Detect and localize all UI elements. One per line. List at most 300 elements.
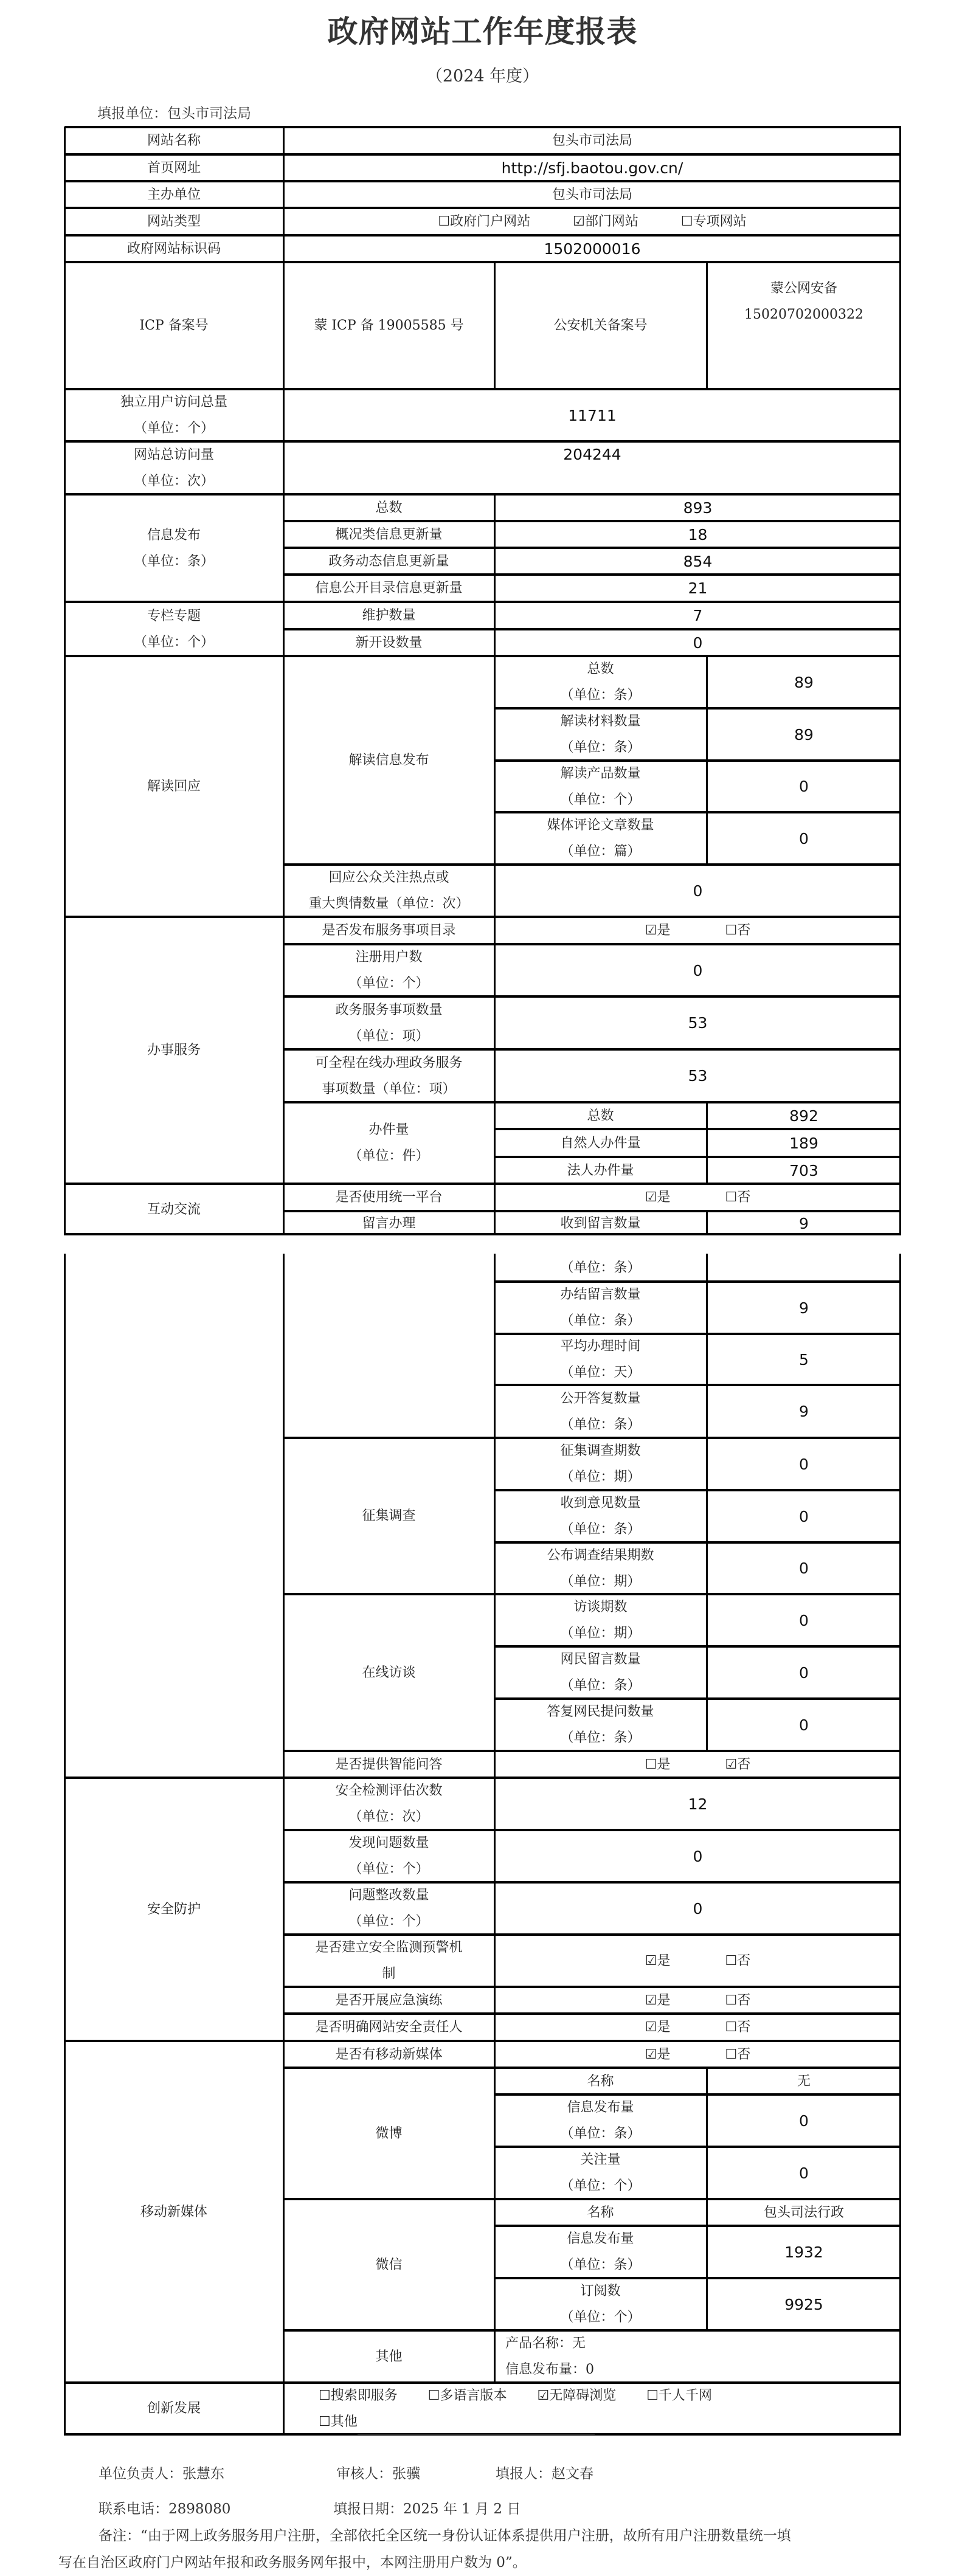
service-cases-label-text: （单位：件） [348,1148,429,1164]
column-new-label [283,629,494,656]
wechat-posts-label-text: 信息发布量 [567,2231,634,2246]
unified-platform-label [283,1184,494,1211]
interview-messages-label [494,1646,707,1699]
message-handling-label-text: 留言办理 [362,1215,416,1231]
security-tests-value [494,1778,901,1830]
wechat-subs-value [707,2278,901,2330]
info-catalog-label-text: 信息公开目录信息更新量 [315,581,463,596]
interpret-total-label-text: （单位：条） [560,688,641,703]
response-value [494,865,901,917]
wechat-posts-value-text: 1932 [784,2243,823,2261]
avg-time-label [494,1334,707,1385]
service-items-label-text: （单位：项） [348,1028,429,1044]
innovation-label-text: 创新发展 [147,2401,201,2416]
smart-qa-label-text: 是否提供智能问答 [335,1756,443,1772]
service-online-value [494,1049,901,1102]
service-cases-person-value-text: 189 [789,1134,818,1152]
checkbox-group [645,2042,751,2068]
survey-opinions-label-text: （单位：条） [560,1522,641,1537]
interview-answers-label-text: （单位：条） [560,1730,641,1746]
weibo-followers-value-text: 0 [799,2164,809,2182]
smart-qa-label [283,1751,494,1778]
other-media-value-text: 信息发布量：0 [505,2362,594,2377]
weibo-name-value [707,2068,901,2094]
service-items-label [283,996,494,1049]
service-items-value [494,996,901,1049]
checkbox-label: 是 [657,1190,671,1205]
checkbox-option[interactable] [645,917,671,944]
survey-opinions-label [494,1490,707,1542]
other-media-value [494,2330,901,2383]
checkbox-option[interactable] [428,2383,507,2409]
site-code-label [64,235,283,262]
checkbox-checked-icon[interactable]: ☑ [537,2388,550,2403]
weibo-posts-label [494,2094,707,2147]
checkbox-option[interactable] [725,1987,751,2014]
interpret-pub-label-text: 解读信息发布 [348,753,429,768]
service-cases-legal-label [494,1157,707,1184]
public-reply-value-text: 9 [799,1403,809,1420]
footer-line: 填报日期：2025 年 1 月 2 日 [333,2501,521,2517]
other-media-label-text: 其他 [375,2349,403,2364]
survey-results-value-text: 0 [799,1559,809,1577]
weibo-label-text: 微博 [375,2125,403,2141]
interpret-material-label [494,708,707,761]
wechat-posts-label [494,2226,707,2278]
service-online-label-text: 可全程在线办理政务服务 [315,1055,463,1071]
interpret-total-label-text: 总数 [587,661,614,677]
checkbox-group [645,1987,751,2014]
survey-issues-value [707,1438,901,1490]
checkbox-option[interactable] [319,2409,595,2435]
column-label-text: 专栏专题 [147,608,201,624]
security-tests-label [283,1778,494,1830]
checkbox-label: 否 [737,923,751,938]
site-code-value-text: 1502000016 [544,240,641,258]
security-monitor-value [494,1935,901,1987]
response-label [283,865,494,917]
service-users-label [283,944,494,996]
service-online-label-text: 事项数量（单位：项） [322,1081,456,1097]
weibo-followers-label [494,2147,707,2199]
info-news-value-text: 854 [683,552,713,570]
service-users-value-text: 0 [693,961,703,979]
messages-received-label [494,1211,707,1235]
report-year: （2024 年度） [426,67,539,86]
site-name-value [283,127,901,154]
checkbox-group [645,2014,751,2040]
info-total-label-text: 总数 [375,500,403,516]
interpret-media-value-text: 0 [799,829,809,848]
security-issues-value [494,1830,901,1882]
interview-issues-value [707,1594,901,1646]
interpret-material-value-text: 89 [794,725,814,744]
checkbox-option[interactable] [645,1948,671,1974]
sponsor-label-text: 主办单位 [147,187,201,202]
homepage-label-text: 首页网址 [147,160,201,176]
security-fixed-label-text: 问题整改数量 [348,1888,429,1903]
checkbox-unchecked-icon[interactable]: ☐ [427,2388,440,2403]
checkbox-group [645,917,751,944]
service-items-label-text: 政务服务事项数量 [335,1002,443,1018]
security-issues-label [283,1830,494,1882]
public-reply-label-text: 公开答复数量 [560,1390,641,1406]
survey-issues-label-text: （单位：期） [560,1469,641,1485]
info-overview-value [494,521,901,548]
uv-label [64,389,283,441]
innovation-value [283,2383,901,2434]
checkbox-label: 否 [737,2020,751,2035]
checkbox-checked-icon[interactable]: ☑ [725,1756,738,1772]
checkbox-unchecked-icon[interactable]: ☐ [725,1992,738,2008]
messages-done-label-text: （单位：条） [560,1313,641,1328]
service-label [64,917,283,1184]
avg-time-label-text: （单位：天） [560,1365,641,1380]
other-media-label [283,2330,494,2383]
checkbox-checked-icon[interactable]: ☑ [645,2020,657,2035]
security-owner-label [283,2014,494,2041]
response-label-text: 重大舆情数量（单位：次） [308,896,469,911]
wechat-name-label [494,2199,707,2226]
interpret-product-label-text: 解读产品数量 [560,765,641,781]
pv-label [64,441,283,494]
interview-issues-label-text: （单位：期） [560,1626,641,1641]
mobile-has-value [494,2041,901,2068]
interpret-product-value-text: 0 [799,778,809,795]
checkbox-option[interactable] [438,209,530,235]
checkbox-checked-icon[interactable]: ☑ [573,214,585,229]
checkbox-option[interactable] [645,2042,671,2068]
checkbox-label: 专项网站 [693,214,747,229]
weibo-name-label [494,2068,707,2094]
checkbox-option[interactable] [725,917,751,944]
checkbox-group [438,209,746,235]
service-cases-person-value [707,1129,901,1157]
avg-time-value-text: 5 [799,1350,809,1369]
interview-answers-value-text: 0 [799,1716,809,1734]
icp-value-text: 蒙 ICP 备 19005585 号 [314,318,464,333]
mobile-label [64,2041,283,2383]
security-issues-value-text: 0 [693,1847,703,1865]
messages-done-value-text: 9 [799,1299,809,1317]
uv-value-text: 11711 [568,406,617,424]
info-overview-label-text: 概况类信息更新量 [335,527,443,542]
checkbox-label: 否 [737,1953,751,1969]
site-code-value [283,235,901,262]
uv-label-text: （单位：个） [133,421,214,436]
site-name-value-text: 包头市司法局 [552,133,632,148]
site-type-value [283,208,901,235]
checkbox-unchecked-icon[interactable]: ☐ [319,2414,331,2429]
police-record-value-text: 15020702000322 [744,306,863,322]
interview-answers-label [494,1699,707,1751]
weibo-posts-value [707,2094,901,2147]
info-news-value [494,548,901,575]
homepage-value-text: http://sfj.baotou.gov.cn/ [501,159,683,177]
weibo-posts-label-text: 信息发布量 [567,2100,634,2115]
wechat-subs-label [494,2278,707,2330]
wechat-subs-label-text: 订阅数 [580,2284,621,2299]
messages-received-unit [494,1254,707,1282]
security-owner-label-text: 是否明确网站安全责任人 [315,2020,463,2035]
weibo-name-label-text: 名称 [587,2073,614,2089]
homepage-label [64,154,283,181]
security-fixed-label-text: （单位：个） [348,1914,429,1929]
column-maintain-label [283,602,494,629]
public-reply-label-text: （单位：条） [560,1417,641,1432]
interview-issues-label [494,1594,707,1646]
service-items-value-text: 53 [688,1014,708,1032]
info-catalog-value-text: 21 [688,579,708,597]
checkbox-unchecked-icon[interactable]: ☐ [725,1953,738,1969]
service-users-label-text: 注册用户数 [355,950,423,965]
checkbox-option[interactable] [319,2383,398,2409]
footer-line: 备注：“由于网上政务服务用户注册，全部依托全区统一身份认证体系提供用户注册，故所有用户注册数量统一填 [99,2528,791,2544]
security-tests-label-text: （单位：次） [348,1809,429,1825]
checkbox-label: 是 [657,1953,671,1969]
survey-results-value [707,1542,901,1594]
wechat-label-text: 微信 [375,2257,403,2273]
service-online-label [283,1049,494,1102]
survey-opinions-value-text: 0 [799,1507,809,1525]
interpret-product-label-text: （单位：个） [560,792,641,807]
security-drill-value [494,1987,901,2014]
info-total-label [283,494,494,521]
avg-time-value [707,1334,901,1385]
checkbox-label: 搜索即服务 [330,2388,398,2403]
checkbox-option[interactable] [645,1752,671,1778]
survey-opinions-label-text: 收到意见数量 [560,1496,641,1511]
interpret-total-label [494,656,707,708]
interpret-material-value [707,708,901,761]
interpret-media-label [494,812,707,865]
message-handling-label [283,1211,494,1235]
public-reply-value [707,1385,901,1438]
mobile-label-text: 移动新媒体 [140,2204,207,2220]
column-new-label-text: 新开设数量 [355,635,423,651]
checkbox-option[interactable] [645,1184,671,1210]
service-cases-person-label-text: 自然人办件量 [560,1135,641,1151]
interpret-media-label-text: 媒体评论文章数量 [547,818,654,833]
uv-value [283,389,901,441]
checkbox-label: 否 [737,2046,751,2062]
checkbox-option[interactable] [725,2042,751,2068]
weibo-followers-label-text: （单位：个） [560,2178,641,2194]
security-drill-label-text: 是否开展应急演练 [335,1992,443,2008]
interpret-product-value [707,761,901,812]
service-catalog-label-text: 是否发布服务事项目录 [322,923,456,938]
checkbox-checked-icon[interactable]: ☑ [645,1992,657,2008]
wechat-subs-value-text: 9925 [784,2295,823,2313]
site-code-label-text: 政府网站标识码 [126,241,221,257]
interpret-media-value [707,812,901,865]
homepage-value [283,154,901,181]
checkbox-option[interactable] [725,1184,751,1210]
weibo-name-value-text: 无 [797,2073,811,2089]
checkbox-option[interactable] [645,1987,671,2014]
checkbox-option[interactable] [681,209,747,235]
messages-received-label-text: 收到留言数量 [560,1215,641,1231]
interview-issues-value-text: 0 [799,1611,809,1629]
survey-issues-label [494,1438,707,1490]
wechat-label [283,2199,494,2330]
security-monitor-label-text: 是否建立安全监测预警机 [315,1940,463,1955]
column-label-text: （单位：个） [133,634,214,650]
service-users-label-text: （单位：个） [348,976,429,991]
checkbox-option[interactable] [725,1752,751,1778]
interpret-label [64,656,283,917]
police-record-value-text: 蒙公网安备 [770,280,837,296]
service-cases-total-value [707,1102,901,1129]
interview-answers-value [707,1699,901,1751]
checkbox-unchecked-icon[interactable]: ☐ [680,214,693,229]
other-fill-blank[interactable] [358,2417,595,2435]
info-pub-label-text: （单位：条） [133,553,214,569]
interaction-label [64,1184,283,1235]
security-issues-label-text: 发现问题数量 [348,1835,429,1851]
checkbox-unchecked-icon[interactable]: ☐ [645,1756,657,1772]
checkbox-unchecked-icon[interactable]: ☐ [725,1190,738,1205]
police-record-label-text: 公安机关备案号 [553,318,648,333]
interpret-material-label-text: 解读材料数量 [560,714,641,729]
response-value-text: 0 [693,882,703,900]
icp-value [283,262,494,389]
pv-value [283,441,901,494]
uv-label-text: 独立用户访问总量 [120,395,227,410]
checkbox-unchecked-icon[interactable]: ☐ [725,2046,738,2062]
weibo-label [283,2068,494,2199]
survey-results-label [494,1542,707,1594]
interpret-pub-label [283,656,494,865]
interpret-label-text: 解读回应 [147,779,201,794]
icp-label-text: ICP 备案号 [139,318,209,333]
wechat-name-value [707,2199,901,2226]
checkbox-unchecked-icon[interactable]: ☐ [725,2020,738,2035]
checkbox-option[interactable] [645,2014,671,2040]
weibo-followers-label-text: 关注量 [580,2152,621,2167]
info-pub-label-text: 信息发布 [147,527,201,543]
service-cases-total-value-text: 892 [789,1107,818,1125]
avg-time-label-text: 平均办理时间 [560,1339,641,1354]
wechat-posts-label-text: （单位：条） [560,2257,641,2273]
checkbox-checked-icon[interactable]: ☑ [645,1953,657,1969]
pv-value-text: 204244 [563,446,621,463]
security-label-text: 安全防护 [147,1902,201,1917]
interview-messages-value [707,1646,901,1699]
checkbox-option[interactable] [725,1948,751,1974]
checkbox-option[interactable] [646,2383,712,2409]
unified-platform-label-text: 是否使用统一平台 [335,1190,443,1205]
survey-opinions-value [707,1490,901,1542]
site-name-label-text: 网站名称 [147,133,201,148]
survey-label [283,1438,494,1594]
public-reply-label [494,1385,707,1438]
sponsor-label [64,181,283,208]
checkbox-option[interactable] [538,2383,617,2409]
weibo-posts-label-text: （单位：条） [560,2126,641,2141]
smart-qa-value [494,1751,901,1778]
service-cases-total-label-text: 总数 [587,1108,614,1124]
site-type-label [64,208,283,235]
pv-label-text: 网站总访问量 [133,447,214,463]
site-type-label-text: 网站类型 [147,214,201,229]
police-record-label [494,262,707,389]
checkbox-label: 其他 [330,2414,358,2429]
checkbox-label: 多语言版本 [440,2388,507,2403]
security-label [64,1778,283,2041]
service-catalog-value [494,917,901,944]
info-catalog-label [283,575,494,602]
footer-line: 填报人：赵文春 [496,2466,593,2482]
checkbox-option[interactable] [725,2014,751,2040]
messages-done-label [494,1282,707,1334]
service-label-text: 办事服务 [147,1043,201,1058]
interpret-total-value-text: 89 [794,673,814,691]
service-cases-legal-value [707,1157,901,1184]
checkbox-unchecked-icon[interactable]: ☐ [438,214,451,229]
messages-done-label-text: 办结留言数量 [560,1287,641,1302]
icp-label [64,262,283,389]
unified-platform-value [494,1184,901,1211]
security-fixed-value [494,1882,901,1935]
checkbox-group [645,1184,751,1210]
checkbox-label: 千人千网 [658,2388,712,2403]
service-catalog-label [283,917,494,944]
interpret-product-label [494,761,707,812]
pv-label-text: （单位：次） [133,473,214,489]
footer-line: 审核人：张骥 [336,2466,420,2482]
survey-results-label-text: （单位：期） [560,1573,641,1589]
footer-line: 写在自治区政府门户网站年报和政务服务网年报中，本网注册用户数为 0”。 [58,2555,527,2571]
interview-messages-value-text: 0 [799,1663,809,1682]
info-pub-label [64,494,283,602]
weibo-followers-value [707,2147,901,2199]
wechat-subs-label-text: （单位：个） [560,2310,641,2325]
survey-label-text: 征集调查 [362,1508,416,1524]
security-fixed-value-text: 0 [693,1899,703,1918]
security-drill-label [283,1987,494,2014]
checkbox-unchecked-icon[interactable]: ☐ [319,2388,331,2403]
checkbox-unchecked-icon[interactable]: ☐ [646,2388,659,2403]
sponsor-value [283,181,901,208]
wechat-name-label-text: 名称 [587,2205,614,2220]
checkbox-label: 无障碍浏览 [549,2388,617,2403]
messages-received-value-text: 9 [799,1214,809,1232]
security-monitor-label [283,1935,494,1987]
messages-done-value [707,1282,901,1334]
checkbox-label: 是 [657,2046,671,2062]
service-cases-total-label [494,1102,707,1129]
checkbox-label: 否 [737,1992,751,2008]
info-news-label [283,548,494,575]
interpret-material-label-text: （单位：条） [560,740,641,755]
info-overview-label [283,521,494,548]
report-title: 政府网站工作年度报表 [327,13,638,49]
survey-results-label-text: 公布调查结果期数 [547,1547,654,1563]
checkbox-checked-icon[interactable]: ☑ [645,2046,657,2062]
checkbox-label: 政府门户网站 [450,214,531,229]
security-tests-value-text: 12 [688,1795,708,1813]
sponsor-value-text: 包头市司法局 [552,187,632,202]
checkbox-checked-icon[interactable]: ☑ [645,1190,657,1205]
interview-messages-label-text: （单位：条） [560,1678,641,1693]
innovation-label [64,2383,283,2434]
weibo-posts-value-text: 0 [799,2112,809,2130]
checkbox-option[interactable] [573,209,638,235]
checkbox-checked-icon[interactable]: ☑ [645,923,657,938]
checkbox-unchecked-icon[interactable]: ☐ [725,923,738,938]
security-owner-value [494,2014,901,2041]
